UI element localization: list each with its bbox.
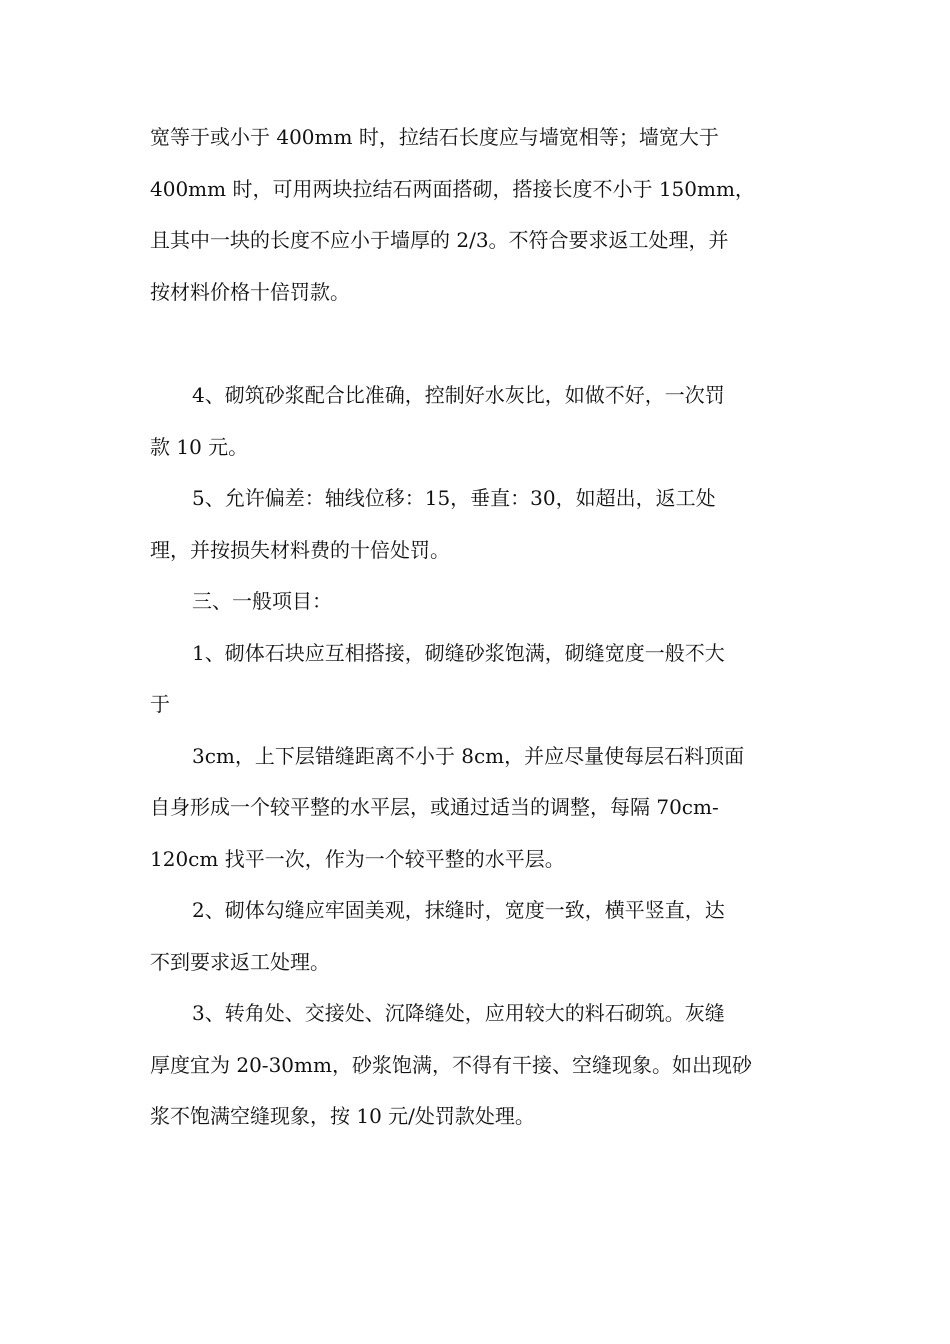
text-line: 厚度宜为 20-30mm，砂浆饱满，不得有干接、空缝现象。如出现砂 [150,1052,752,1077]
text-line: 理，并按损失材料费的十倍处罚。 [150,537,450,562]
text-line: 宽等于或小于 400mm 时，拉结石长度应与墙宽相等；墙宽大于 [150,125,719,149]
text-line: 自身形成一个较平整的水平层，或通过适当的调整，每隔 70cm- [150,795,719,819]
text-line: 于 [150,692,170,716]
text-line: 款 10 元。 [150,434,249,459]
paragraph-gap [150,318,805,370]
text-line: 2、砌体勾缝应牢固美观，抹缝时，宽度一致，横平竖直，达 [192,898,725,922]
text-line: 且其中一块的长度不应小于墙厚的 2/3。不符合要求返工处理，并 [150,228,729,252]
text-line: 3cm，上下层错缝距离不小于 8cm，并应尽量使每层石料顶面 [192,743,745,768]
text-line: 不到要求返工处理。 [150,949,330,974]
document-body [150,112,805,1143]
text-line: 按材料价格十倍罚款。 [150,279,350,304]
text-line: 120cm 找平一次，作为一个较平整的水平层。 [150,846,565,871]
text-line: 浆不饱满空缝现象，按 10 元/处罚款处理。 [150,1104,535,1128]
text-line: 4、砌筑砂浆配合比准确，控制好水灰比，如做不好，一次罚 [192,383,725,407]
section-heading: 三、一般项目： [192,589,332,613]
text-line: 3、转角处、交接处、沉降缝处，应用较大的料石砌筑。灰缝 [192,1001,725,1025]
text-line: 1、砌体石块应互相搭接，砌缝砂浆饱满，砌缝宽度一般不大 [192,640,725,665]
text-line: 400mm 时，可用两块拉结石两面搭砌，搭接长度不小于 150mm， [150,176,755,201]
text-line: 5、允许偏差：轴线位移：15，垂直：30，如超出，返工处 [192,486,716,510]
